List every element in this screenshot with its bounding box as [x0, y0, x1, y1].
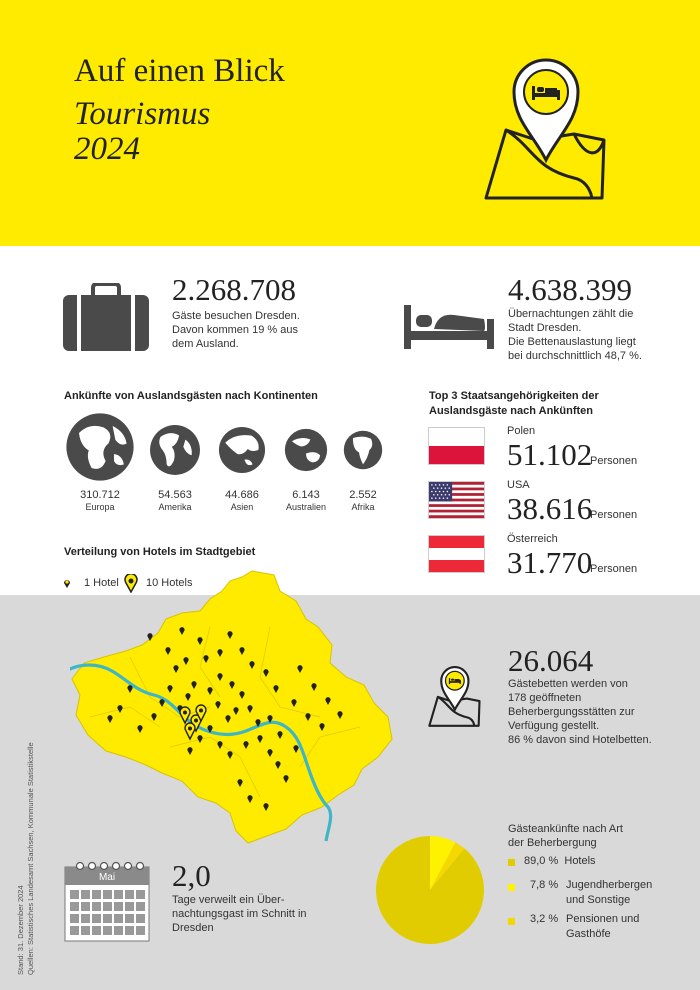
accommodation-pie-chart	[374, 834, 486, 946]
unit-austria: Personen	[590, 563, 638, 575]
value-austria: 31.770	[507, 545, 593, 580]
globe-asia-icon	[218, 426, 266, 474]
header-banner	[0, 0, 700, 246]
dresden-map	[70, 567, 405, 852]
suitcase-icon	[63, 283, 149, 351]
continent-america: 54.563 Amerika	[158, 489, 192, 512]
guests-value: 2.268.708	[172, 272, 296, 307]
stay-description: Tage verweilt ein Über- nachtungsgast im Schnitt in Dresden	[172, 894, 307, 934]
continents-title: Ankünfte von Auslandsgästen nach Kontinenten	[64, 390, 318, 402]
overnight-description: Übernachtungen zählt die Stadt Dresden. Die Bettenauslastung liegt bei durchschnittlich 48,7 %.	[508, 308, 642, 362]
country-poland: Polen	[507, 425, 536, 437]
calendar-icon	[64, 860, 150, 942]
globe-europe-icon	[65, 412, 135, 482]
source-note: Stand: 31. Dezember 2024 Quellen: Statistisches Landesamt Sachsen, Kommunale Statistikstelle	[16, 742, 35, 975]
title-line-2: Tourismus	[74, 96, 211, 132]
map-bed-pin-icon	[474, 48, 614, 208]
hotels-map-title: Verteilung von Hotels im Stadtgebiet	[64, 546, 256, 558]
legend-swatch-pensions	[508, 918, 515, 925]
legend-hotels: 89,0 % Hotels	[524, 855, 596, 867]
stay-value: 2,0	[172, 858, 211, 893]
globe-australia-icon	[284, 428, 328, 472]
country-usa: USA	[507, 479, 530, 491]
unit-usa: Personen	[590, 509, 638, 521]
legend-swatch-youth-hostels	[508, 884, 515, 891]
beds-value: 26.064	[508, 643, 594, 678]
beds-description: Gästebetten werden von 178 geöffneten Beherbergungsstätten zur Verfügung gestellt. 86 % davon sind Hotelbetten.	[508, 678, 652, 746]
country-austria: Österreich	[507, 533, 558, 545]
overnight-value: 4.638.399	[508, 272, 632, 307]
continent-australia: 6.143 Australien	[285, 489, 327, 512]
globe-africa-icon	[343, 430, 383, 470]
globe-america-icon	[149, 424, 201, 476]
legend-ten-hotels: 10 Hotels	[146, 577, 193, 589]
legend-pensions-pct: 3,2 %	[530, 913, 559, 925]
map-bed-pin-small-icon	[422, 662, 486, 730]
legend-pensions-label: Pensionen und Gasthöfe	[566, 913, 640, 940]
flag-usa	[428, 481, 485, 519]
flag-poland	[428, 427, 485, 465]
flag-austria	[428, 535, 485, 573]
pie-title: Gästeankünfte nach Art der Beherbergung	[508, 823, 623, 849]
value-poland: 51.102	[507, 437, 593, 472]
title-line-3: 2024	[74, 131, 140, 167]
legend-youth-hostels-pct: 7,8 %	[530, 879, 559, 891]
guests-description: Gäste besuchen Dresden. Davon kommen 19 % aus dem Ausland.	[172, 310, 300, 350]
legend-youth-hostels-label: Jugendherbergen und Sonstige	[566, 879, 653, 906]
continent-africa: 2.552 Afrika	[349, 489, 377, 512]
title-line-1: Auf einen Blick	[74, 53, 285, 89]
legend-one-hotel: 1 Hotel	[84, 577, 119, 589]
continent-asia: 44.686 Asien	[225, 489, 259, 512]
value-usa: 38.616	[507, 491, 593, 526]
bed-icon	[404, 305, 494, 349]
calendar-month: Mai	[98, 872, 116, 883]
top3-title: Top 3 Staatsangehörigkeiten der Auslandsgäste nach Ankünften	[429, 390, 599, 417]
unit-poland: Personen	[590, 455, 638, 467]
legend-swatch-hotels	[508, 859, 515, 866]
continent-europe: 310.712 Europa	[80, 489, 120, 512]
